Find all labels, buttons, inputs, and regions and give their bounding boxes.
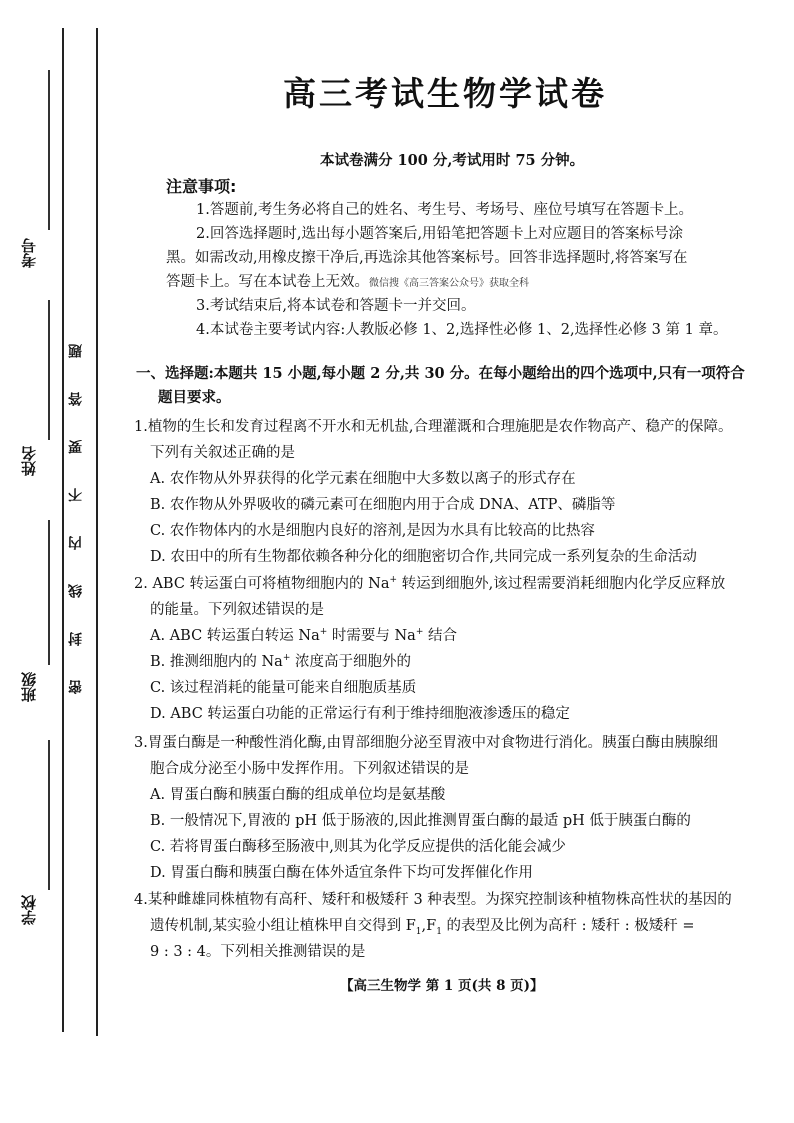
question-1-stem: 1.植物的生长和发育过程离不开水和无机盐,合理灌溉和合理施肥是农作物高产、稳产的保障。 <box>134 419 733 435</box>
question-2-option-d: D. ABC 转运蛋白功能的正常运行有利于维持细胞液渗透压的稳定 <box>150 706 570 722</box>
question-3-option-c: C. 若将胃蛋白酶移至肠液中,则其为化学反应提供的活化能会减少 <box>150 839 566 855</box>
option-text: 浓度高于细胞外的 <box>290 654 411 670</box>
question-1-stem-cont: 下列有关叙述正确的是 <box>150 445 295 461</box>
question-2-stem-text: 转运到细胞外,该过程需要消耗细胞内化学反应释放 <box>397 576 726 592</box>
class-label: 班级 <box>20 672 38 702</box>
school-label: 学校 <box>20 895 38 925</box>
question-2-option-a <box>150 624 457 645</box>
question-2-stem <box>134 572 725 593</box>
seal-char: 内 <box>68 536 84 550</box>
section-heading: 一、选择题:本题共 15 小题,每小题 2 分,共 30 分。在每小题给出的四个选项中,只有一项符合 <box>136 365 745 382</box>
question-3-option-a: A. 胃蛋白酶和胰蛋白酶的组成单位均是氨基酸 <box>150 787 446 803</box>
subscript: 1 <box>415 926 422 937</box>
subscript: 1 <box>436 926 442 937</box>
seal-char: 密 <box>68 680 84 694</box>
seal-char: 不 <box>68 488 84 502</box>
seal-char: 线 <box>68 584 84 598</box>
notice-heading: 注意事项: <box>166 177 237 196</box>
exam-info: 本试卷满分 100 分,考试用时 75 分钟。 <box>320 152 585 169</box>
notice-item-2-end <box>166 270 529 291</box>
option-text: B. 推测细胞内的 Na <box>150 654 283 670</box>
question-2-option-b <box>150 650 411 671</box>
question-4-text: 遗传机制,某实验小组让植株甲自交得到 F <box>150 918 416 934</box>
notice-item-4: 4.本试卷主要考试内容:人教版必修 1、2,选择性必修 1、2,选择性必修 3 第 1 章。 <box>196 322 728 338</box>
question-1-option-b: B. 农作物从外界吸收的磷元素可在细胞内用于合成 DNA、ATP、磷脂等 <box>150 497 616 513</box>
name-blank[interactable] <box>48 300 50 440</box>
notice-item-1: 1.答题前,考生务必将自己的姓名、考生号、考场号、座位号填写在答题卡上。 <box>196 202 693 218</box>
watermark-note: 微信搜《高三答案公众号》获取全科 <box>369 278 529 289</box>
binding-line-inner <box>96 28 98 1036</box>
question-2-stem-text: 2. ABC 转运蛋白可将植物细胞内的 Na <box>134 576 390 592</box>
exam-number-blank[interactable] <box>48 70 50 230</box>
page-footer: 【高三生物学 第 1 页(共 8 页)】 <box>340 978 544 994</box>
notice-item-2-text: 答题卡上。写在本试卷上无效。 <box>166 274 369 290</box>
question-2-option-c: C. 该过程消耗的能量可能来自细胞质基质 <box>150 680 417 696</box>
question-3-stem: 3.胃蛋白酶是一种酸性消化酶,由胃部细胞分泌至胃液中对食物进行消化。胰蛋白酶由胰腺细 <box>134 735 718 751</box>
question-1-option-d: D. 农田中的所有生物都依赖各种分化的细胞密切合作,共同完成一系列复杂的生命活动 <box>150 549 697 565</box>
notice-item-2-cont: 黑。如需改动,用橡皮擦干净后,再选涂其他答案标号。回答非选择题时,将答案写在 <box>166 250 688 266</box>
question-3-option-d: D. 胃蛋白酶和胰蛋白酶在体外适宜条件下均可发挥催化作用 <box>150 865 533 881</box>
question-4-text: ,F <box>421 918 437 934</box>
question-4-stem: 4.某种雌雄同株植物有高秆、矮秆和极矮秆 3 种表型。为探究控制该种植物株高性状的基因的 <box>134 892 732 908</box>
question-4-stem-end: 9 : 3 : 4。下列相关推测错误的是 <box>150 944 366 960</box>
superscript: + <box>415 627 424 638</box>
seal-char: 封 <box>68 632 84 646</box>
superscript: + <box>319 627 328 638</box>
question-4-text: 的表型及比例为高秆 : 矮秆 : 极矮秆 = <box>441 918 695 934</box>
question-4-stem-cont <box>150 914 695 937</box>
page-title: 高三考试生物学试卷 <box>283 74 607 113</box>
question-1-option-a: A. 农作物从外界获得的化学元素在细胞中大多数以离子的形式存在 <box>150 471 576 487</box>
seal-char: 要 <box>68 440 84 454</box>
option-text: A. ABC 转运蛋白转运 Na <box>150 628 320 644</box>
question-1-option-c: C. 农作物体内的水是细胞内良好的溶剂,是因为水具有比较高的比热容 <box>150 523 595 539</box>
option-text: 时需要与 Na <box>327 628 416 644</box>
question-2-stem-cont: 的能量。下列叙述错误的是 <box>150 602 324 618</box>
class-blank[interactable] <box>48 520 50 665</box>
notice-item-2: 2.回答选择题时,选出每小题答案后,用铅笔把答题卡上对应题目的答案标号涂 <box>196 226 684 242</box>
seal-char: 答 <box>68 392 84 406</box>
superscript: + <box>389 575 398 586</box>
section-heading-cont: 题目要求。 <box>158 389 231 406</box>
name-label: 姓名 <box>20 446 38 476</box>
question-3-stem-cont: 胞合成分泌至小肠中发挥作用。下列叙述错误的是 <box>150 761 469 777</box>
superscript: + <box>282 653 291 664</box>
seal-char: 题 <box>68 344 84 358</box>
notice-item-3: 3.考试结束后,将本试卷和答题卡一并交回。 <box>196 298 476 314</box>
exam-number-label: 考号 <box>20 238 38 268</box>
question-3-option-b: B. 一般情况下,胃液的 pH 低于肠液的,因此推测胃蛋白酶的最适 pH 低于胰蛋白酶的 <box>150 813 691 829</box>
option-text: 结合 <box>423 628 457 644</box>
binding-line-outer <box>62 28 64 1032</box>
school-blank[interactable] <box>48 740 50 890</box>
